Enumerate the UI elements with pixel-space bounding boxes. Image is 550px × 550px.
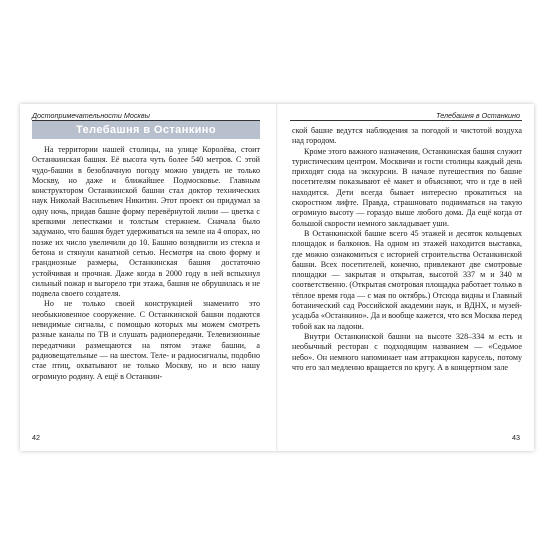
right-body-text	[292, 126, 522, 373]
book-spread	[20, 104, 534, 451]
page-number: 43	[512, 433, 520, 442]
chapter-title-bar	[32, 121, 260, 139]
running-header: Достопримечательности Москвы	[32, 111, 150, 120]
right-page	[278, 104, 534, 451]
paragraph: Но не только своей конструкцией знаменито это необыкновенное сооружение. С Останкинской башни подаются невидимые сигналы, с помощью которых мы можем смотреть разные каналы по ТВ и слушать радиопередачи. Телевизионные передатчики размещаются на пятом этаже башни, а радиовещательные — на шестом. Теле- и радиосигналы, подобно стае птиц, охватывают не только Москву, но и всю нашу огромную родину. А ещё в Останкин-	[32, 299, 260, 381]
paragraph: В Останкинской башне всего 45 этажей и десяток кольцевых площадок и балконов. На одном из этажей находится выставка, где можно ознакомиться с историей строительства Останкинской башни. Всех посетителей, конечно, привлекают две смотровые площадки — закрытая и открытая, высотой 337 м и 340 м соответственно. (Открытая смотровая площадка работает только в тёплое время года — с мая по октябрь.) Отсюда видны и Главный ботанический сад Российской академии наук, и ВДНХ, и музей-усадьба «Останкино». Да и вообще кажется, что вся Москва перед тобой как на ладони.	[292, 228, 522, 331]
page-number: 42	[32, 433, 40, 442]
paragraph: Внутри Останкинской башни на высоте 328–334 м есть и необычный ресторан с подходящим названием — «Седьмое небо». Он немного напоминает нам аттракцион карусель, потому что его зал медленно вращается по кругу. А в концертном зале	[292, 331, 522, 372]
paragraph: На территории нашей столицы, на улице Королёва, стоит Останкинская башня. Её высота чуть более 540 метров. С этой чудо-башни в безоблачную погоду можно увидеть не только Москву, но даже и ближайшее Подмосковье. Главным конструктором Останкинской башни стал доктор технических наук Николай Васильевич Никитин. Этот проект он придумал за одну ночь, придав башне форму перевёрнутой лилии — цветка с крепкими лепестками и толстым стержнем. Сначала было задумано, что башня будет удерживаться на земле на 4 опорах, но позже их число увеличили до 10. Башню возвдвигли из стекла и бетона и стянули канатной сетью. Несмотря на свою форму и грандиозные размеры, Останкинская башня достаточно устойчивая и прочная. Даже когда в 2000 году в ней вспыхнул сильный пожар и выгорело три этажа, башня не обрушилась и не подвела своего создателя.	[32, 145, 260, 299]
paragraph: Кроме этого важного назначения, Останкинская башня служит туристическим центром. Москвичи и гости столицы каждый день приходят сюда на экскурсии. В начале путешествия по башне посетителям показывают её макет и объясняют, что и где в ней находится. Дети всегда бывает интересно прокатиться на скоростном лифте. Правда, страшновато подниматься на такую огромную высоту — гораздо выше любого дома. Да ещё когда от большой скорости немного закладывает уши.	[292, 146, 522, 228]
chapter-title: Телебашня в Останкино	[76, 124, 216, 136]
left-page	[20, 104, 276, 451]
running-header: Телебашня в Останкино	[436, 111, 520, 120]
left-body-text	[32, 145, 260, 382]
paragraph: ской башне ведутся наблюдения за погодой и чистотой воздуха над городом.	[292, 126, 522, 146]
header-rule	[290, 120, 522, 121]
